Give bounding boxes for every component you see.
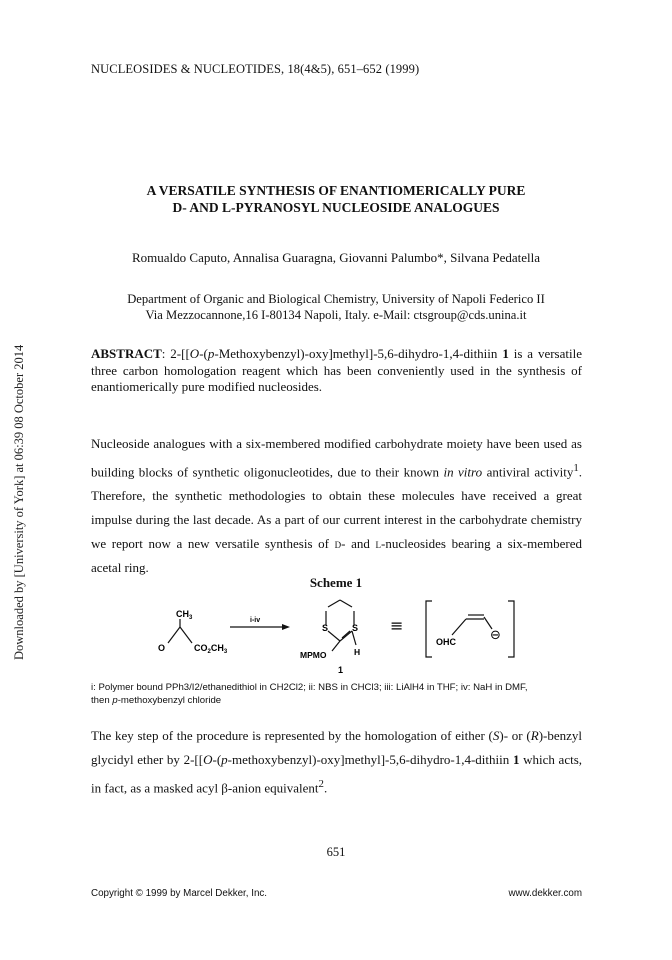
para2-text: -methoxybenzyl)-oxy]methyl]-5,6-dihydro-1,4-dithiin [227,752,513,767]
page-number: 651 [326,845,346,859]
scheme-title: Scheme 1 [309,575,363,590]
affiliation-line-2: Via Mezzocannone,16 I-80134 Napoli, Italy. e-Mail: ctsgroup@cds.unina.it [145,307,527,322]
abstract-text-o: O [189,346,200,361]
abstract-text: : 2-[[ [161,346,190,361]
para2-compound-number: 1 [512,752,520,767]
abstract-compound-number: 1 [502,346,509,361]
para1-d-prefix: d [334,536,342,552]
para2-s-config: S [492,728,500,743]
para1-in-vitro: in vitro [443,464,483,480]
anion-charge-icon: ⊖ [490,628,501,643]
paper-title-line-2: D- AND L-PYRANOSYL NUCLEOSIDE ANALOGUES [172,200,500,215]
abstract-text: -( [199,346,208,361]
affiliation [60,292,612,323]
scheme-1-diagram [140,595,520,677]
equivalence-symbol: ≡ [390,616,404,635]
journal-header: NUCLEOSIDES & NUCLEOTIDES, 18(4&5), 651–652 (1999) [91,62,420,76]
paper-title-line-1: A VERSATILE SYNTHESIS OF ENANTIOMERICALLY PURE [146,183,526,198]
ch3-label: $CH_3$ [176,609,193,621]
body-paragraph-2 [91,724,582,800]
copyright-notice: Copyright © 1999 by Marcel Dekker, Inc. [91,888,268,899]
reaction-arrow [230,617,290,630]
abstract-text: is a versatile three carbon homologation reagent which has been conveniently used in the synthesis of enantiomerically pure modified nucleosides. [91,346,582,394]
authors: Romualdo Caputo, Annalisa Guaragna, Giovanni Palumbo*, Silvana Pedatella [132,250,540,265]
sulfur-right-label: S [352,623,359,633]
body-paragraph-1 [91,432,582,580]
para2-text: )-benzyl glycidyl ether by 2-[[ [91,728,582,767]
para2-r-config: R [530,728,539,743]
abstract-text-p: p [207,346,215,361]
para2-text: )- or ( [499,728,531,743]
caption-text: then [91,695,113,706]
starting-material [158,609,228,655]
abstract-text: -Methoxybenzyl)-oxy]methyl]-5,6-dihydro-1,4-dithiin [214,346,503,361]
para1-text: -nucleosides bearing a six-membered acetal ring. [91,536,582,576]
scheme-caption [91,681,582,707]
sulfur-left-label: S [322,623,329,633]
compound-number-label: 1 [338,665,344,675]
reference-1: 1 [573,462,579,474]
para1-l-prefix: l [375,536,381,552]
caption-line-1: i: Polymer bound PPh3/I2/ethanedithiol in CH2Cl2; ii: NBS in CHCl3; iii: LiAlH4 in THF; iv: NaH in DMF, [91,682,528,693]
caption-line-2 [91,694,582,707]
synthon-bracket [426,601,514,657]
caption-text-p: p [112,695,118,706]
para1-text: . Therefore, the synthetic methodologies to obtain these molecules have received a great impulse during the last decade. As a part of our current interest in the carbohydrate chemistry we report now a new versatile synthesis of [91,464,583,552]
para2-text: -( [212,752,222,767]
para1-text: antiviral activity [482,464,574,480]
ohc-label: OHC [436,637,456,647]
para2-text-o: O [203,752,213,767]
carbonyl-o-label: O [158,643,166,653]
abstract [91,346,582,396]
affiliation-line-1: Department of Organic and Biological Chemistry, University of Napoli Federico II [127,292,545,306]
ester-label: $CO_2CH_3$ [194,643,228,655]
reference-2: 2 [318,778,324,790]
hydrogen-label: H [354,647,361,657]
para2-text: The key step of the procedure is represented by the homologation of either ( [91,728,493,743]
download-watermark: Downloaded by [University of York] at 06:39 08 October 2014 [12,344,26,660]
abstract-label: ABSTRACT [91,346,162,361]
para2-text-p: p [221,752,228,767]
para1-text: - and [341,536,376,552]
reagent-label: i-iv [250,617,261,624]
caption-text: -methoxybenzyl chloride [117,695,222,706]
para1-text: Nucleoside analogues with a six-membered modified carbohydrate moiety have been used as building blocks of synthetic oligonucleotides, due to their known [91,436,582,480]
mpmo-label: MPMO [300,650,327,660]
para2-text: which acts, in fact, as a masked acyl β-anion equivalent [91,752,583,796]
publisher-website-link[interactable]: www.dekker.com [508,888,582,899]
para2-text: . [323,780,328,796]
dithiin-compound-1 [300,600,360,675]
